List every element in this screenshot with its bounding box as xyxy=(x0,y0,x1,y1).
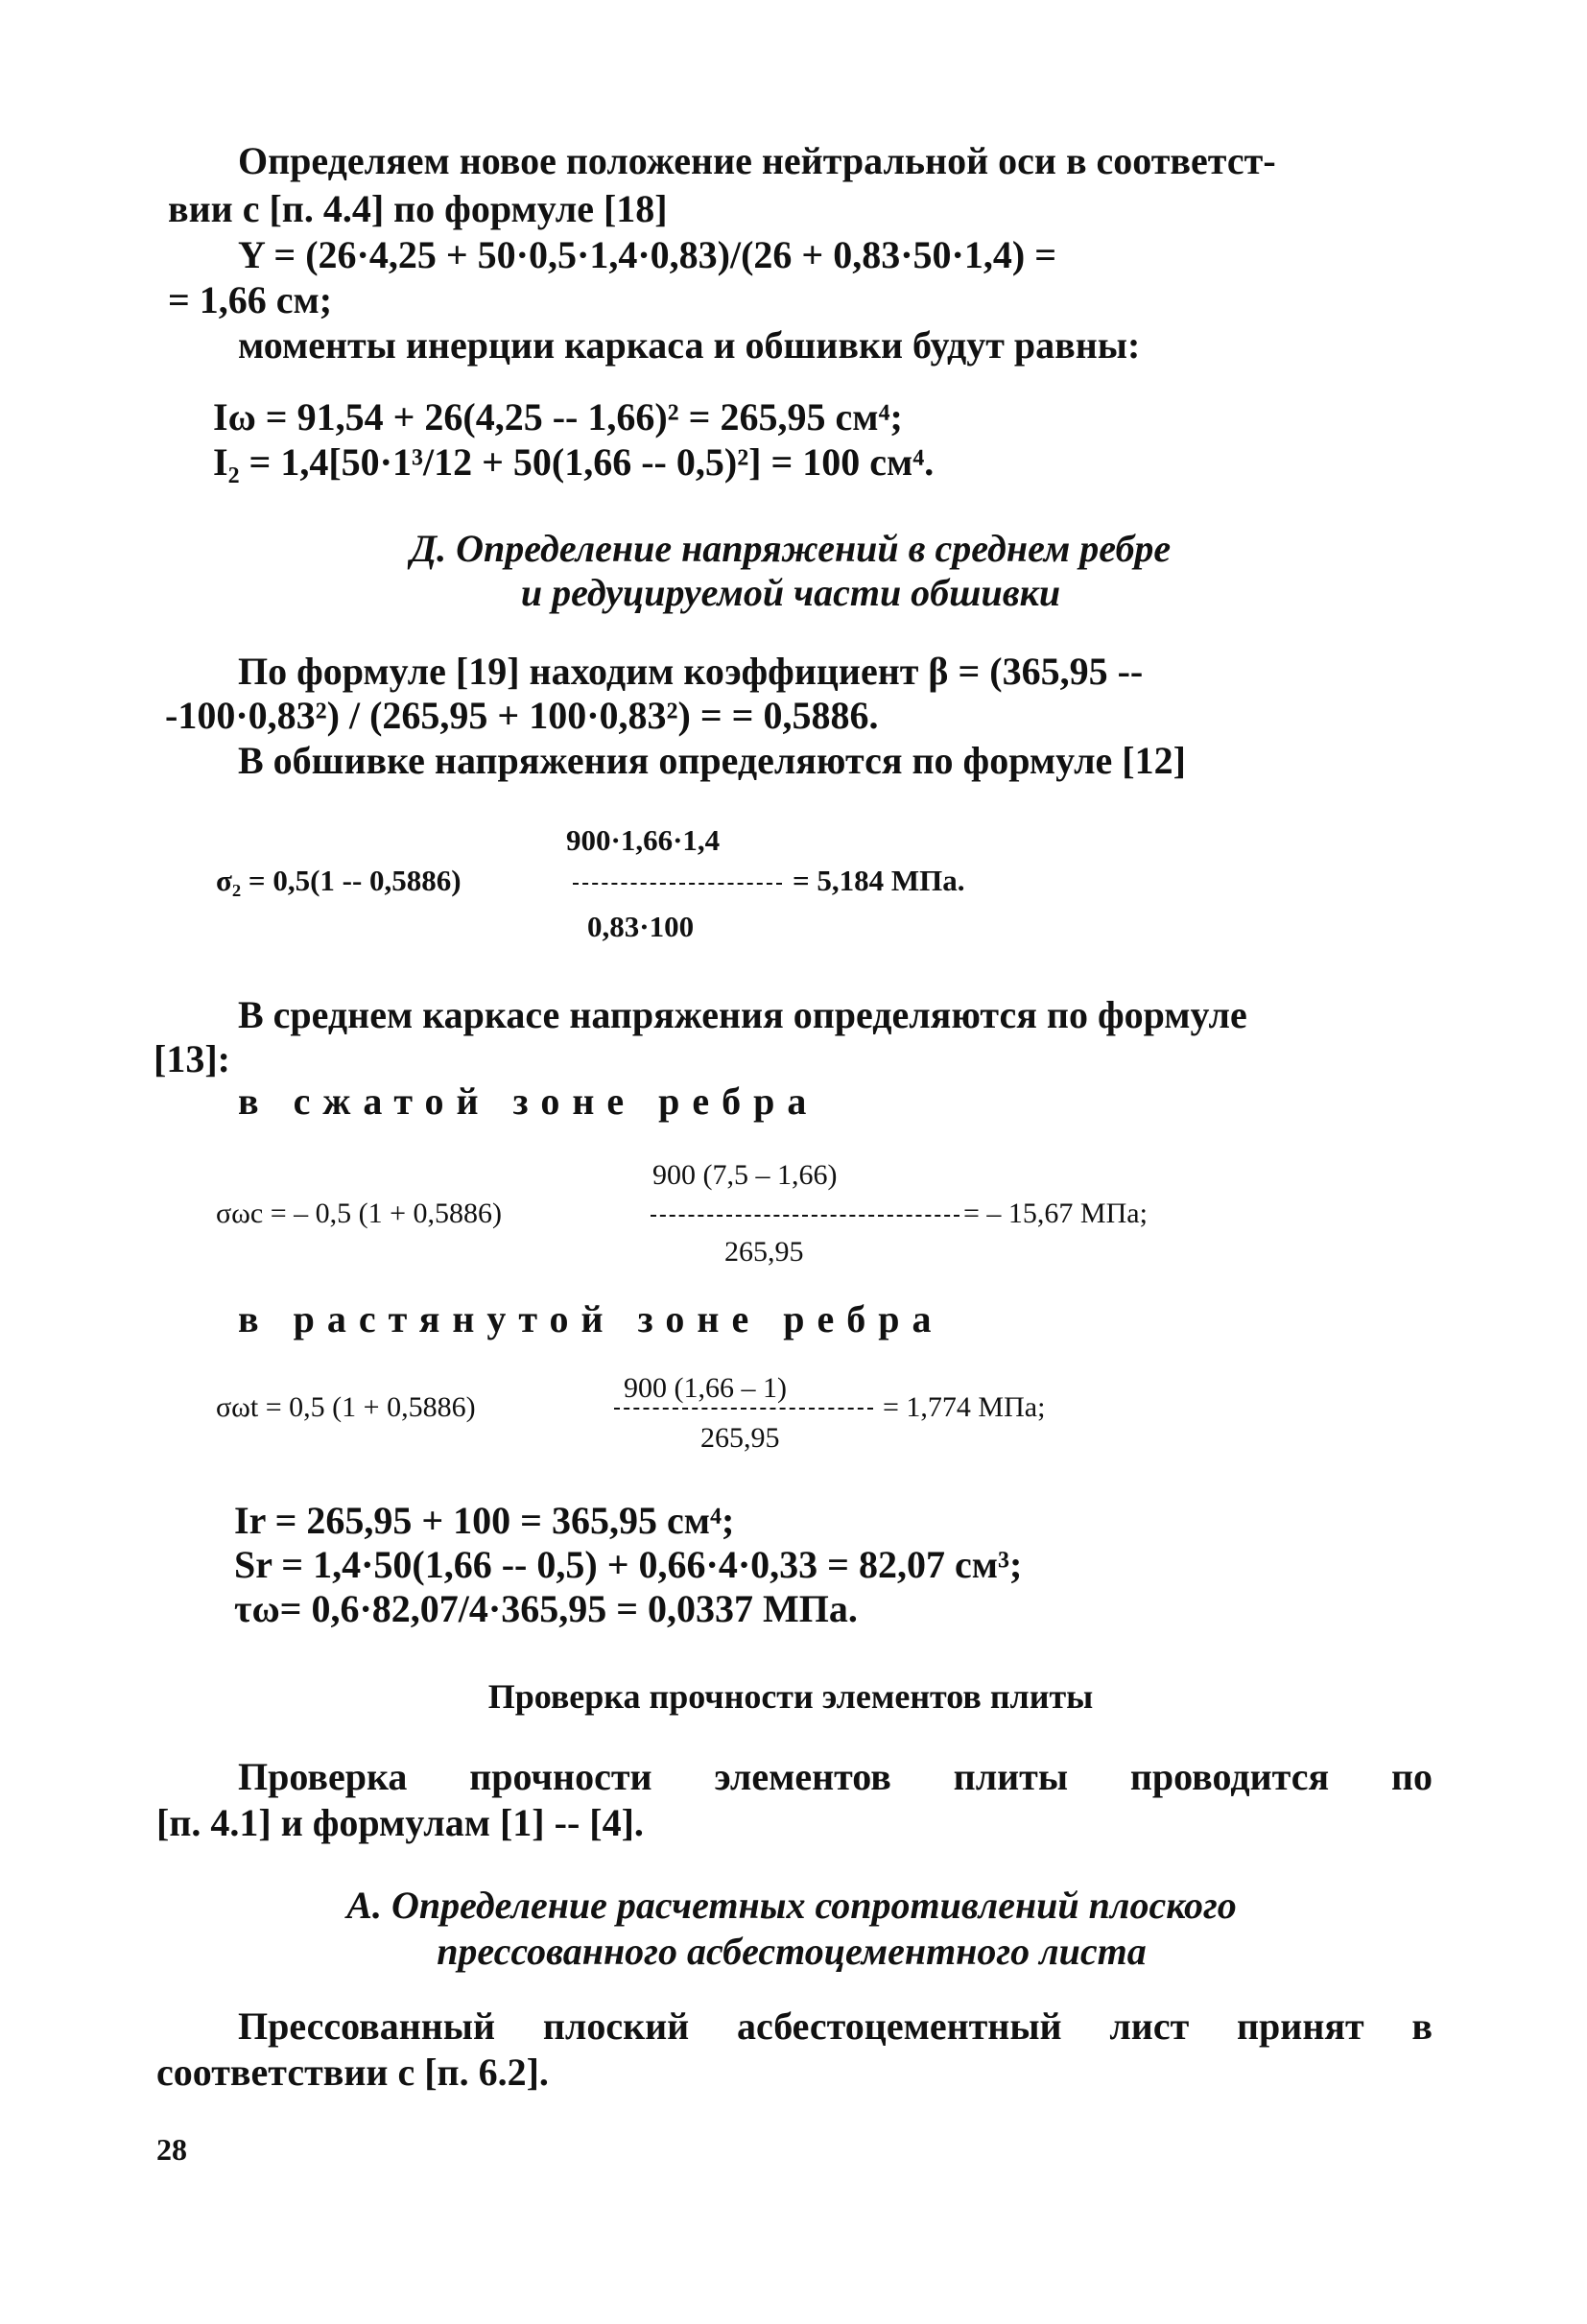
sigma2-rhs: = 5,184 МПа. xyxy=(793,864,965,897)
compressed-zone-label: в сжатой зоне ребра xyxy=(238,1079,819,1123)
para3-line2: [13]: xyxy=(154,1037,230,1080)
sigma-wt-denominator: 265,95 xyxy=(700,1422,780,1454)
para5-line1: Прессованный плоский асбестоцементный лист принят в xyxy=(238,2004,1433,2048)
equation-i-omega: Iω = 91,54 + 26(4,25 -- 1,66)² = 265,95 см⁴; xyxy=(213,395,903,439)
section-heading-d-line2: и редуцируемой части обшивки xyxy=(520,571,1061,614)
para3-line1: В среднем каркасе напряжения определяются по формуле xyxy=(238,993,1247,1036)
equation-i-2: I₂ = 1,4[50·1³/12 + 50(1,66 -- 0,5)²] = 100 см⁴. xyxy=(213,440,935,484)
page-number: 28 xyxy=(156,2132,187,2167)
section-heading-a-line2: прессованного асбестоцементного листа xyxy=(437,1930,1147,1973)
equation-y-result: = 1,66 см; xyxy=(168,278,333,321)
sigma-wc-numerator: 900 (7,5 – 1,66) xyxy=(652,1159,838,1191)
sigma-wc-rhs: = – 15,67 МПа; xyxy=(963,1198,1148,1229)
section-heading-a-line1: А. Определение расчетных сопротивлений плоского xyxy=(346,1884,1237,1927)
tension-zone-label: в растянутой зоне ребра xyxy=(238,1297,944,1340)
para1-line1: Определяем новое положение нейтральной оси в соответст- xyxy=(238,139,1276,182)
para1-line5: моменты инерции каркаса и обшивки будут равны: xyxy=(238,323,1141,367)
equation-i-r: Ir = 265,95 + 100 = 365,95 см⁴; xyxy=(234,1499,735,1542)
para4-line2: [п. 4.1] и формулам [1] -- [4]. xyxy=(156,1801,644,1844)
sigma2-numerator: 900·1,66·1,4 xyxy=(566,823,721,857)
equation-y: Y = (26·4,25 + 50·0,5·1,4·0,83)/(26 + 0,83·50·1,4) = xyxy=(238,233,1057,276)
sigma2-fraction-line xyxy=(573,883,782,885)
para1-line2: вии с [п. 4.4] по формуле [18] xyxy=(168,187,668,230)
sigma-wt-numerator: 900 (1,66 – 1) xyxy=(624,1372,787,1404)
sigma-wt-lhs: σωt = 0,5 (1 + 0,5886) xyxy=(216,1391,476,1423)
para2-line2: -100·0,83²) / (265,95 + 100·0,83²) = = 0,5886. xyxy=(165,694,879,737)
section-heading-strength-check: Проверка прочности элементов плиты xyxy=(487,1677,1094,1716)
para4-line1: Проверка прочности элементов плиты проводится по xyxy=(238,1755,1433,1798)
sigma-wt-rhs: = 1,774 МПа; xyxy=(883,1391,1046,1423)
sigma-wt-fraction-line xyxy=(614,1408,873,1410)
section-heading-d-line1: Д. Определение напряжений в среднем ребре xyxy=(410,527,1172,570)
equation-s-r: Sr = 1,4·50(1,66 -- 0,5) + 0,66·4·0,33 = 82,07 см³; xyxy=(234,1543,1023,1586)
sigma2-lhs: σ₂ = 0,5(1 -- 0,5886) xyxy=(216,864,462,897)
sigma-wc-lhs: σωc = – 0,5 (1 + 0,5886) xyxy=(216,1198,503,1229)
sigma-wc-denominator: 265,95 xyxy=(724,1236,804,1268)
sigma2-denominator: 0,83·100 xyxy=(587,910,695,943)
para5-line2: соответствии с [п. 6.2]. xyxy=(156,2051,549,2094)
sigma-wc-fraction-line xyxy=(651,1215,959,1217)
para2-line3: В обшивке напряжения определяются по формуле [12] xyxy=(238,739,1186,782)
equation-tau-w: τω= 0,6·82,07/4·365,95 = 0,0337 МПа. xyxy=(234,1587,858,1630)
para2-line1: По формуле [19] находим коэффициент β = (365,95 -- xyxy=(238,650,1144,693)
